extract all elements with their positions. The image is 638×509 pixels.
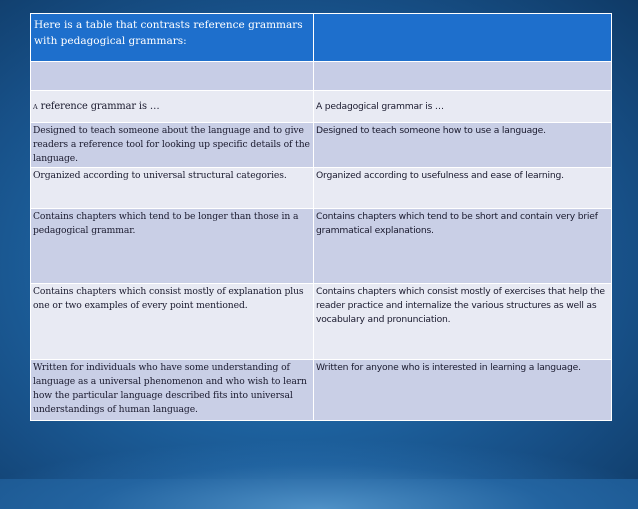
table-blank-row xyxy=(31,62,612,91)
table-row xyxy=(31,123,612,168)
reference-cell: Contains chapters which consist mostly of explanation plus one or two examples of every point mentioned. xyxy=(31,284,314,360)
table-intro-row xyxy=(31,91,612,123)
pedagogical-intro-cell: A pedagogical grammar is … xyxy=(314,91,612,123)
contrast-table xyxy=(30,13,612,421)
table-cell-empty xyxy=(314,62,612,91)
table-row xyxy=(31,284,612,360)
pedagogical-cell: Contains chapters which consist mostly of exercises that help the reader practice and internalize the various structures as well as vocabulary and pronunciation. xyxy=(314,284,612,360)
table-row xyxy=(31,209,612,284)
slide-wave-decoration xyxy=(0,439,638,509)
reference-cell: Designed to teach someone about the language and to give readers a reference tool for looking up specific details of the language. xyxy=(31,123,314,168)
reference-intro-lead: A xyxy=(33,102,38,111)
reference-cell: Contains chapters which tend to be longer than those in a pedagogical grammar. xyxy=(31,209,314,284)
reference-cell: Organized according to universal structural categories. xyxy=(31,168,314,209)
table-header-cell-empty xyxy=(314,14,612,62)
pedagogical-cell: Designed to teach someone how to use a language. xyxy=(314,123,612,168)
pedagogical-cell: Written for anyone who is interested in learning a language. xyxy=(314,360,612,421)
table-header-cell: Here is a table that contrasts reference grammars with pedagogical grammars: xyxy=(31,14,314,62)
table-cell-empty xyxy=(31,62,314,91)
pedagogical-cell: Contains chapters which tend to be short and contain very brief grammatical explanations. xyxy=(314,209,612,284)
table-row xyxy=(31,360,612,421)
reference-intro-text: reference grammar is … xyxy=(37,100,160,112)
reference-intro-cell xyxy=(31,91,314,123)
pedagogical-cell: Organized according to usefulness and ease of learning. xyxy=(314,168,612,209)
table-header-row xyxy=(31,14,612,62)
reference-cell: Written for individuals who have some understanding of language as a universal phenomenon and who wish to learn how the particular language described fits into universal understandings of human language. xyxy=(31,360,314,421)
table-row xyxy=(31,168,612,209)
